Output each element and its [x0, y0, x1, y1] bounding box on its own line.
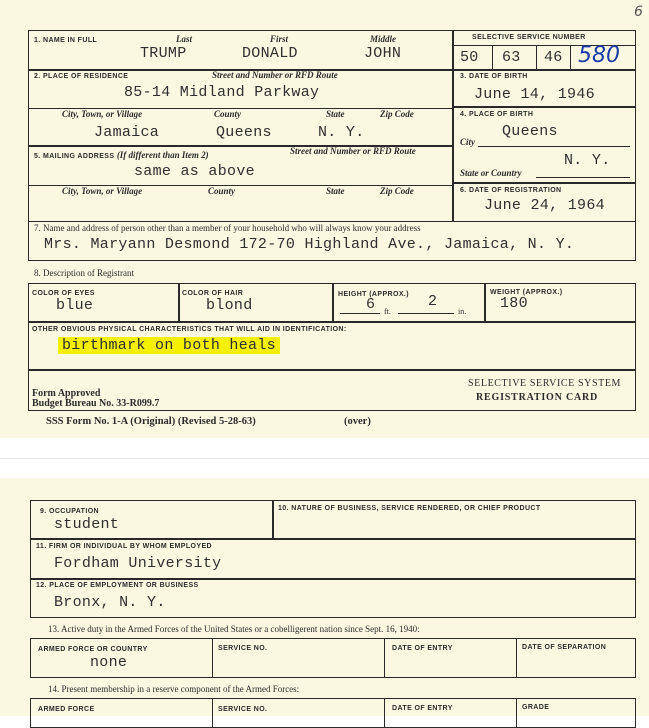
birth-state-value: N. Y.: [564, 152, 611, 169]
field-5-label-italic: (If different than Item 2): [116, 150, 209, 160]
city-label: City, Town, or Village: [62, 109, 143, 119]
street-label: Street and Number or RFD Route: [212, 70, 338, 80]
residence-county-value: Queens: [216, 124, 272, 141]
eyes-value: blue: [56, 297, 94, 314]
date-entry-label: DATE OF ENTRY: [392, 645, 453, 652]
ft-label: ft.: [384, 307, 391, 316]
field-1-label: 1. NAME IN FULL: [34, 37, 98, 44]
date-separation-label: DATE OF SEPARATION: [522, 644, 607, 651]
first-name-value: DONALD: [242, 45, 298, 62]
in-label: in.: [458, 307, 467, 316]
reserve-block: [30, 698, 636, 728]
residence-state-value: N. Y.: [318, 124, 365, 141]
first-name-label: First: [270, 34, 289, 44]
employment-place-value: Bronx, N. Y.: [54, 594, 166, 611]
card-name: REGISTRATION CARD: [476, 392, 599, 403]
field-9-label: 9. OCCUPATION: [40, 508, 99, 515]
registration-card-back: [0, 478, 649, 716]
ssn-part-2: 63: [502, 49, 521, 66]
field-2-label: 2. PLACE OF RESIDENCE: [34, 73, 129, 80]
mailing-state-label: State: [326, 186, 345, 196]
field-8-label: 8. Description of Registrant: [34, 268, 134, 278]
hair-value: blond: [206, 297, 253, 314]
state-label: State: [326, 109, 345, 119]
system-name: SELECTIVE SERVICE SYSTEM: [468, 378, 622, 389]
field-14-label: 14. Present membership in a reserve component of the Armed Forces:: [48, 684, 300, 694]
last-name-value: TRUMP: [140, 45, 187, 62]
field-11-label: 11. FIRM OR INDIVIDUAL BY WHOM EMPLOYED: [36, 543, 212, 550]
birth-date-value: June 14, 1946: [474, 86, 595, 103]
field-6-label: 6. DATE OF REGISTRATION: [460, 187, 562, 194]
hair-label: COLOR OF HAIR: [182, 290, 244, 297]
grade-label: GRADE: [522, 704, 550, 711]
fold-line: [0, 458, 649, 459]
date-entry-label-2: DATE OF ENTRY: [392, 705, 453, 712]
eyes-label: COLOR OF EYES: [32, 290, 95, 297]
other-characteristics-label: OTHER OBVIOUS PHYSICAL CHARACTERISTICS THAT WILL AID IN IDENTIFICATION:: [32, 326, 347, 333]
service-no-label: SERVICE NO.: [218, 645, 268, 652]
corner-mark: 6: [634, 4, 643, 20]
over-note: (over): [344, 416, 371, 427]
ssn-label: SELECTIVE SERVICE NUMBER: [472, 34, 586, 41]
armed-force-label: ARMED FORCE: [38, 706, 95, 713]
employer-value: Fordham University: [54, 555, 222, 572]
middle-name-label: Middle: [370, 34, 396, 44]
mailing-street-label: Street and Number or RFD Route: [290, 146, 416, 156]
field-12-label: 12. PLACE OF EMPLOYMENT OR BUSINESS: [36, 582, 199, 589]
birth-city-value: Queens: [502, 123, 558, 140]
registration-date-value: June 24, 1964: [484, 197, 605, 214]
mailing-county-label: County: [208, 186, 236, 196]
height-label: HEIGHT (APPROX.): [338, 291, 409, 298]
mailing-address-value: same as above: [134, 163, 255, 180]
last-name-label: Last: [176, 34, 193, 44]
field-10-label: 10. NATURE OF BUSINESS, SERVICE RENDERED, OR CHIEF PRODUCT: [278, 505, 541, 512]
contact-value: Mrs. Maryann Desmond 172-70 Highland Ave., Jamaica, N. Y.: [44, 236, 575, 253]
field-13-label: 13. Active duty in the Armed Forces of the United States or a cobelligerent nation since Sept. 16, 1940:: [48, 624, 420, 634]
birth-state-label: State or Country: [460, 168, 522, 178]
height-ft-value: 6: [366, 296, 376, 313]
active-duty-value: none: [90, 654, 128, 671]
ssn-part-1: 50: [460, 49, 479, 66]
occupation-value: student: [54, 516, 120, 533]
residence-street-value: 85-14 Midland Parkway: [124, 84, 320, 101]
field-3-label: 3. DATE OF BIRTH: [460, 73, 528, 80]
form-number: SSS Form No. 1-A (Original) (Revised 5-28-63): [46, 416, 256, 427]
birth-city-label: City: [460, 137, 475, 147]
mailing-city-label: City, Town, or Village: [62, 186, 143, 196]
other-characteristics-value: [58, 337, 280, 354]
zip-label: Zip Code: [380, 109, 414, 119]
service-no-label-2: SERVICE NO.: [218, 706, 268, 713]
field-5-label: [34, 150, 209, 160]
ssn-part-3: 46: [544, 49, 563, 66]
field-4-label: 4. PLACE OF BIRTH: [460, 111, 534, 118]
weight-label: WEIGHT (APPROX.): [490, 289, 563, 296]
highlighted-text: birthmark on both heals: [58, 337, 280, 354]
height-in-value: 2: [428, 293, 438, 310]
form-approved: Form Approved: [32, 388, 101, 399]
ssn-part-4: 580: [578, 43, 620, 68]
armed-force-country-label: ARMED FORCE OR COUNTRY: [38, 646, 148, 653]
field-7-label: 7. Name and address of person other than a member of your household who will always know your address: [34, 223, 421, 233]
residence-city-value: Jamaica: [94, 124, 160, 141]
county-label: County: [214, 109, 242, 119]
weight-value: 180: [500, 295, 528, 312]
budget-bureau: Budget Bureau No. 33-R099.7: [32, 398, 160, 409]
mailing-zip-label: Zip Code: [380, 186, 414, 196]
field-5-label-text: 5. MAILING ADDRESS: [34, 153, 115, 160]
middle-name-value: JOHN: [364, 45, 402, 62]
